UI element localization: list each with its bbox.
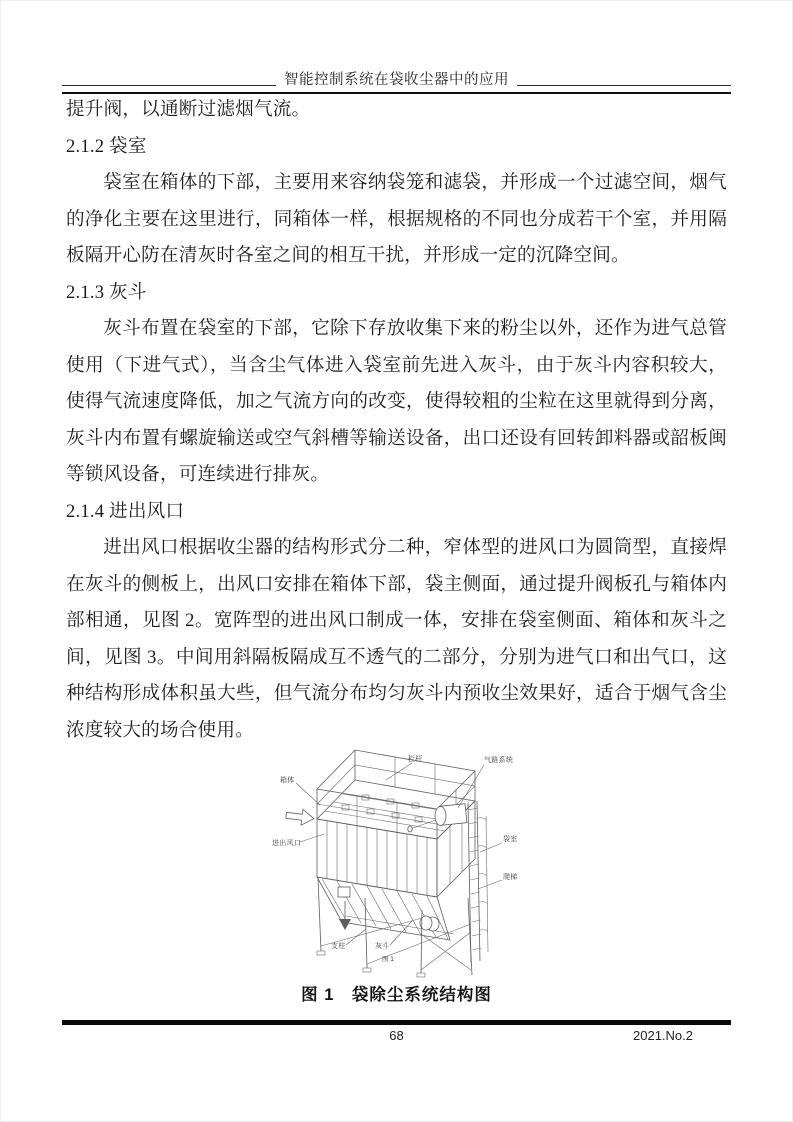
issue-number: 2021.No.2	[633, 1028, 693, 1043]
label-box-body: 箱体	[280, 777, 295, 784]
paragraph-inlet-outlet: 进出风口根据收尘器的结构形式分二种，窄体型的进风口为圆筒型，直接焊在灰斗的侧板上，出风口安排在箱体下部，袋主侧面，通过提升阀板孔与箱体内部相通，见图 2。宽阵型的进出风口制成一体，安排在袋室侧面、箱体和灰斗之间，见图 3。中间用斜隔板隔成互不透气的二部分，分别为进气口和出气口，这种结构形成体积虽大些，但气流分布均匀灰斗内预收尘效果好，适合于烟气含尘浓度较大的场合使用。	[66, 537, 727, 741]
label-railing: 栏杆	[408, 756, 423, 763]
figure-caption: 图 1 袋除尘系统结构图	[301, 986, 492, 1004]
section-heading-2-1-3: 2.1.3 灰斗	[66, 281, 147, 303]
paragraph-bag-chamber: 袋室在箱体的下部，主要用来容纳袋笼和滤袋，并形成一个过滤空间，烟气的净化主要在这里进行，同箱体一样，根据规格的不同也分成若干个室，并用隔板隔开心防在清灰时各室之间的相互干扰，并形成一定的沉降空间。	[66, 172, 727, 266]
label-air-system: 气路系统	[484, 757, 514, 764]
label-bag-chamber: 袋室	[503, 836, 518, 843]
discharge-arrow-icon	[339, 901, 351, 930]
label-hopper: 灰斗	[375, 943, 390, 950]
section-heading-2-1-4: 2.1.4 进出风口	[66, 500, 185, 522]
hopper-shape	[317, 877, 454, 940]
label-inlet-outlet: 进出风口	[272, 840, 302, 847]
page-header	[0, 68, 793, 89]
footer-rule	[62, 1020, 731, 1025]
header-title: 智能控制系统在袋收尘器中的应用	[276, 72, 517, 88]
ladder-shape	[468, 801, 488, 963]
label-support: 支柱	[331, 943, 346, 950]
body-text	[66, 92, 727, 749]
section-heading-2-1-2: 2.1.2 袋室	[66, 135, 147, 157]
page-number: 68	[389, 1028, 404, 1043]
paragraph-ash-hopper: 灰斗布置在袋室的下部，它除下存放收集下来的粉尘以外，还作为进气总管使用（下进气式），当含尘气体进入袋室前先进入灰斗，由于灰斗内容积较大，使得气流速度降低，加之气流方向的改变，使得较粗的尘粒在这里就得到分离，灰斗内布置有螺旋输送或空气斜槽等输送设备，出口还设有回转卸料器或韶板闽等锁风设备，可连续进行排灰。	[66, 318, 727, 485]
figure-inline-label: 图 1	[382, 956, 394, 963]
box-body-shape	[317, 780, 475, 897]
figure-1	[272, 748, 528, 982]
label-ladder: 爬梯	[503, 874, 518, 881]
paragraph-continued: 提升阀，以通断过滤烟气流。	[66, 99, 311, 120]
inlet-arrow-icon	[285, 807, 315, 826]
dust-collector-drawing	[272, 748, 528, 982]
